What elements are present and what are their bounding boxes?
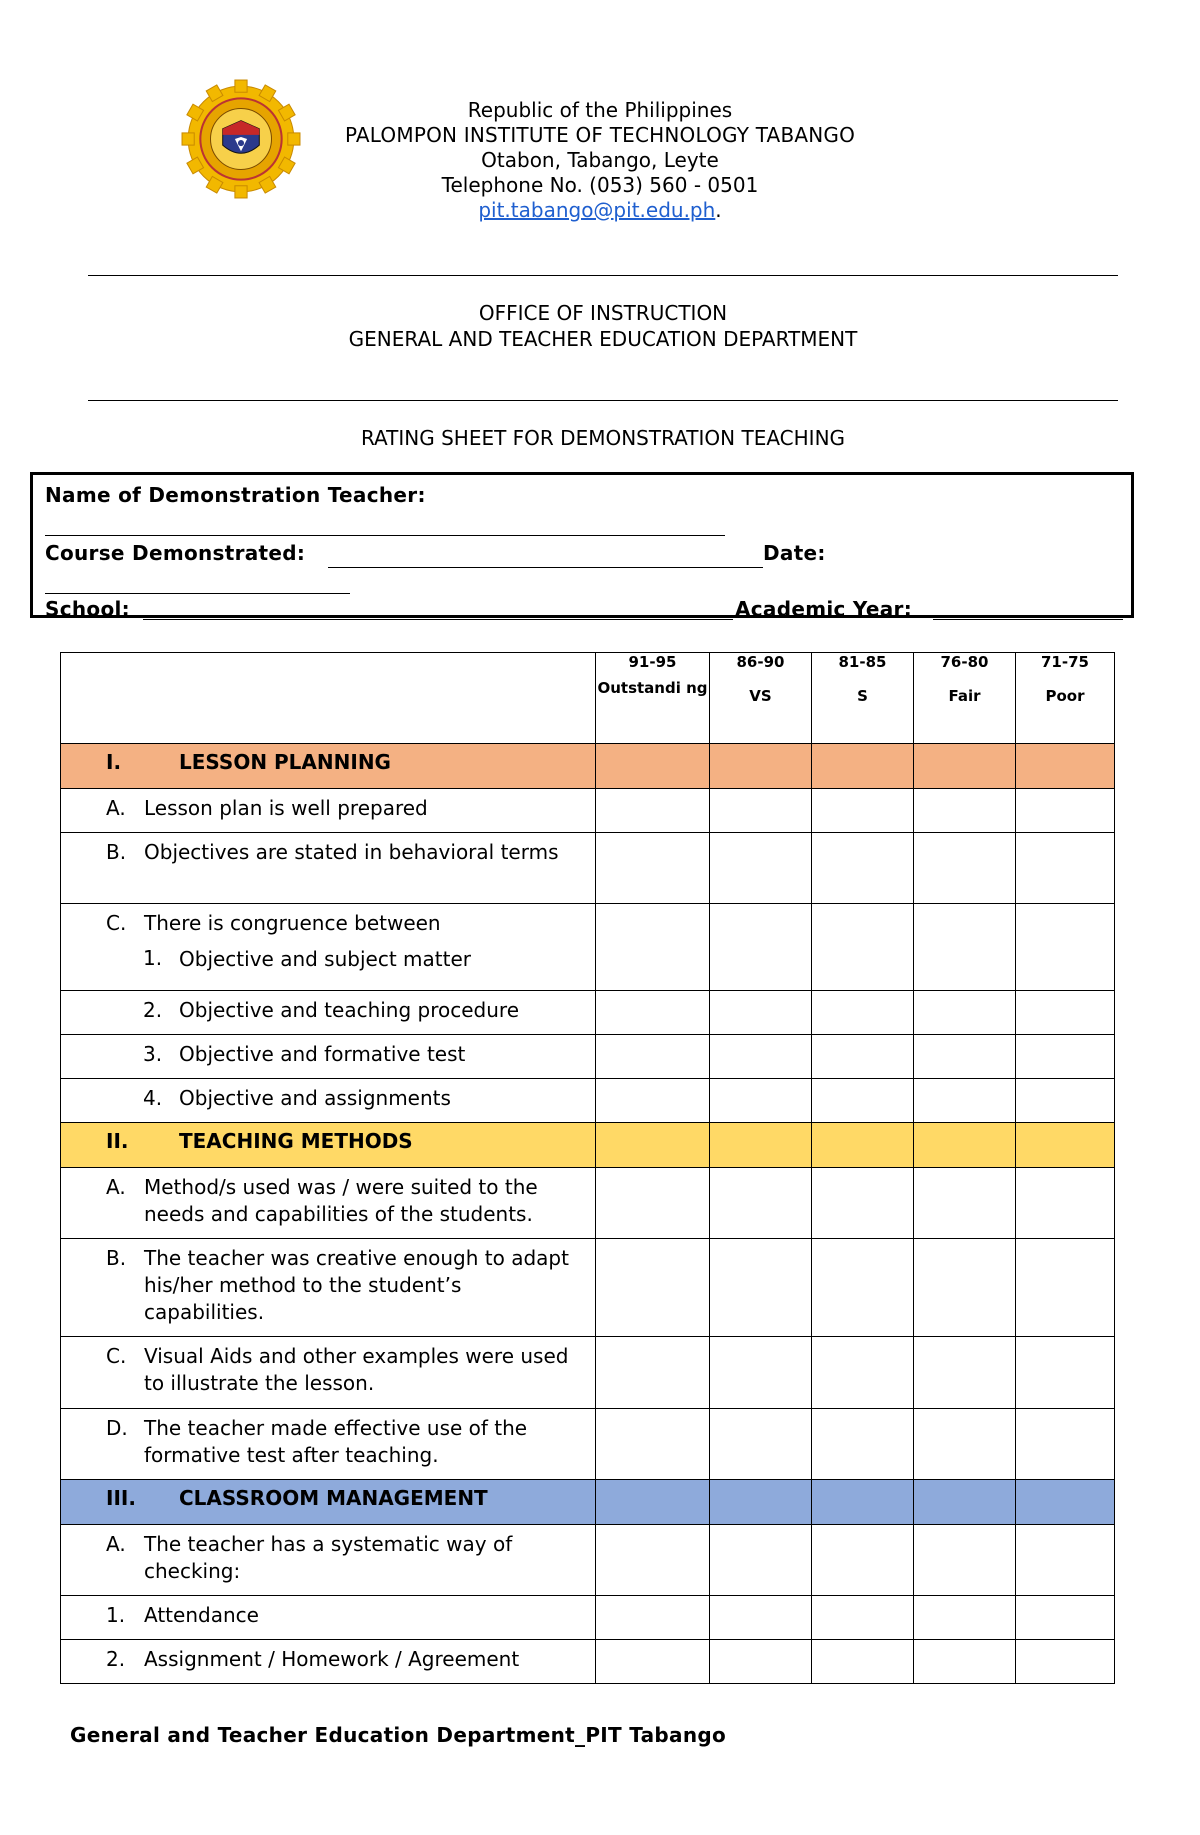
rating-cell[interactable] (710, 1525, 812, 1596)
school-label: School: (45, 597, 130, 621)
rating-cell[interactable] (914, 991, 1016, 1035)
rating-cell[interactable] (812, 991, 914, 1035)
rating-cell[interactable] (1016, 1079, 1115, 1123)
rating-cell[interactable] (710, 904, 812, 991)
academic-year-label: Academic Year: (735, 597, 912, 621)
teacher-name-label: Name of Demonstration Teacher: (45, 483, 426, 507)
rating-cell[interactable] (812, 1596, 914, 1640)
academic-year-line[interactable] (933, 619, 1123, 620)
course-line[interactable] (328, 567, 763, 568)
rating-cell[interactable] (710, 1079, 812, 1123)
page-footer: General and Teacher Education Department_PIT Tabango (70, 1723, 727, 1747)
table-row: C. Visual Aids and other examples were used to illustrate the lesson. (61, 1337, 1115, 1409)
criterion-text: Objective and teaching procedure (179, 998, 520, 1022)
email-line (200, 198, 1000, 223)
rating-cell[interactable] (1016, 789, 1115, 833)
email-suffix: . (715, 198, 722, 222)
rating-cell[interactable] (1016, 833, 1115, 904)
rating-header-s: 81-85 S (812, 653, 914, 744)
school-line[interactable] (143, 619, 733, 620)
rating-cell[interactable] (1016, 991, 1115, 1035)
table-row: B. The teacher was creative enough to adapt his/her method to the student’s capabilities. (61, 1239, 1115, 1337)
criterion-text: Lesson plan is well prepared (144, 796, 428, 820)
rating-cell[interactable] (710, 789, 812, 833)
table-row: 4. Objective and assignments (61, 1079, 1115, 1123)
table-row: A. The teacher has a systematic way of checking: (61, 1525, 1115, 1596)
section-row-classroom-management (61, 1480, 1115, 1525)
rating-header-fair: 76-80 Fair (914, 653, 1016, 744)
criterion-text: Objectives are stated in behavioral terms (144, 840, 559, 864)
rating-cell[interactable] (914, 1337, 1016, 1409)
rating-cell[interactable] (710, 1409, 812, 1480)
rating-cell[interactable] (812, 833, 914, 904)
table-row: A. Lesson plan is well prepared (61, 789, 1115, 833)
section-row-teaching-methods (61, 1123, 1115, 1168)
rating-cell[interactable] (710, 1239, 812, 1337)
teacher-info-box (30, 472, 1134, 621)
rating-cell[interactable] (812, 1239, 914, 1337)
rating-cell[interactable] (812, 1409, 914, 1480)
rating-cell[interactable] (914, 1168, 1016, 1239)
rating-cell[interactable] (1016, 904, 1115, 991)
rating-cell[interactable] (914, 1596, 1016, 1640)
rating-header-poor: 71-75 Poor (1016, 653, 1115, 744)
rating-cell[interactable] (596, 991, 710, 1035)
rating-cell[interactable] (596, 1239, 710, 1337)
rating-cell[interactable] (812, 1640, 914, 1684)
rating-cell[interactable] (710, 1337, 812, 1409)
rating-cell[interactable] (596, 1640, 710, 1684)
rating-cell[interactable] (710, 1035, 812, 1079)
office-line-2: GENERAL AND TEACHER EDUCATION DEPARTMENT (348, 327, 858, 351)
rating-cell[interactable] (914, 833, 1016, 904)
rating-cell[interactable] (596, 1409, 710, 1480)
rating-cell[interactable] (812, 1168, 914, 1239)
sheet-title: RATING SHEET FOR DEMONSTRATION TEACHING (360, 426, 846, 450)
rating-cell[interactable] (596, 789, 710, 833)
rating-cell[interactable] (812, 1337, 914, 1409)
rating-cell[interactable] (596, 1596, 710, 1640)
table-row: 2. Objective and teaching procedure (61, 991, 1115, 1035)
rating-cell[interactable] (1016, 1035, 1115, 1079)
rating-cell[interactable] (914, 904, 1016, 991)
rating-cell[interactable] (1016, 1239, 1115, 1337)
table-row: D. The teacher made effective use of the formative test after teaching. (61, 1409, 1115, 1480)
table-header-row (61, 653, 1115, 744)
section-number: III. (106, 1486, 136, 1510)
rating-cell[interactable] (596, 1168, 710, 1239)
rating-cell[interactable] (914, 1409, 1016, 1480)
office-heading (88, 300, 1118, 352)
criterion-text: Attendance (144, 1603, 259, 1627)
table-row: A. Method/s used was / were suited to the needs and capabilities of the students. (61, 1168, 1115, 1239)
rating-cell[interactable] (596, 833, 710, 904)
table-row: 2. Assignment / Homework / Agreement (61, 1640, 1115, 1684)
criterion-text: The teacher made effective use of the formative test after teaching. (144, 1416, 528, 1467)
email-link[interactable]: pit.tabango@pit.edu.ph (478, 198, 716, 222)
rating-cell[interactable] (596, 1079, 710, 1123)
republic-line: Republic of the Philippines (467, 98, 733, 122)
rating-cell[interactable] (812, 904, 914, 991)
rating-cell[interactable] (1016, 1409, 1115, 1480)
rating-header-vs: 86-90 VS (710, 653, 812, 744)
rating-cell[interactable] (914, 789, 1016, 833)
rating-cell[interactable] (596, 904, 710, 991)
criterion-text: The teacher has a systematic way of checking: (144, 1532, 513, 1583)
criterion-subtext: Objective and subject matter (179, 947, 471, 971)
rating-cell[interactable] (812, 789, 914, 833)
rating-cell[interactable] (596, 1035, 710, 1079)
criterion-text: Objective and assignments (179, 1086, 451, 1110)
rating-header-outstanding: 91-95 Outstandi ng (596, 653, 710, 744)
criterion-text: Visual Aids and other examples were used to illustrate the lesson. (144, 1344, 569, 1395)
section-number: II. (106, 1129, 129, 1153)
section-title: LESSON PLANNING (179, 750, 391, 774)
office-line-1: OFFICE OF INSTRUCTION (478, 301, 728, 325)
rating-cell[interactable] (1016, 1168, 1115, 1239)
rating-cell[interactable] (710, 833, 812, 904)
address-line: Otabon, Tabango, Leyte (481, 148, 719, 172)
rating-cell[interactable] (710, 1640, 812, 1684)
rating-cell[interactable] (710, 1168, 812, 1239)
criterion-text: The teacher was creative enough to adapt his/her method to the student’s capabilities. (144, 1246, 569, 1324)
rating-cell[interactable] (710, 991, 812, 1035)
criterion-text: Assignment / Homework / Agreement (144, 1647, 520, 1671)
criterion-text: Method/s used was / were suited to the needs and capabilities of the students. (144, 1175, 538, 1226)
rating-cell[interactable] (812, 1525, 914, 1596)
rating-cell[interactable] (812, 1079, 914, 1123)
rating-cell[interactable] (914, 1239, 1016, 1337)
telephone-line: Telephone No. (053) 560 - 0501 (441, 173, 759, 197)
criteria-header-cell (61, 653, 596, 744)
rating-cell[interactable] (1016, 1596, 1115, 1640)
divider-bottom (88, 400, 1118, 401)
rating-cell[interactable] (596, 1525, 710, 1596)
teacher-name-line[interactable] (45, 535, 725, 536)
table-row: 1. Attendance (61, 1596, 1115, 1640)
letterhead (200, 98, 1000, 223)
rating-cell[interactable] (812, 1035, 914, 1079)
rating-cell[interactable] (914, 1079, 1016, 1123)
section-title: CLASSROOM MANAGEMENT (179, 1486, 488, 1510)
rating-cell[interactable] (596, 1337, 710, 1409)
rating-cell[interactable] (1016, 1525, 1115, 1596)
rating-cell[interactable] (710, 1596, 812, 1640)
course-label: Course Demonstrated: (45, 541, 306, 565)
table-row: C. There is congruence between 1. Objective and subject matter (61, 904, 1115, 991)
criterion-text: Objective and formative test (179, 1042, 466, 1066)
date-label: Date: (763, 541, 826, 565)
rating-cell[interactable] (1016, 1640, 1115, 1684)
table-row: 3. Objective and formative test (61, 1035, 1115, 1079)
table-row: B. Objectives are stated in behavioral terms (61, 833, 1115, 904)
rating-table (60, 652, 1115, 1684)
rating-cell[interactable] (914, 1640, 1016, 1684)
divider-top (88, 275, 1118, 276)
section-number: I. (106, 750, 122, 774)
institution-name: PALOMPON INSTITUTE OF TECHNOLOGY TABANGO (344, 123, 856, 147)
section-row-lesson-planning (61, 744, 1115, 789)
rating-cell[interactable] (914, 1035, 1016, 1079)
criterion-text: There is congruence between (144, 911, 441, 935)
rating-cell[interactable] (1016, 1337, 1115, 1409)
rating-cell[interactable] (914, 1525, 1016, 1596)
section-title: TEACHING METHODS (179, 1129, 413, 1153)
date-line[interactable] (45, 593, 350, 594)
